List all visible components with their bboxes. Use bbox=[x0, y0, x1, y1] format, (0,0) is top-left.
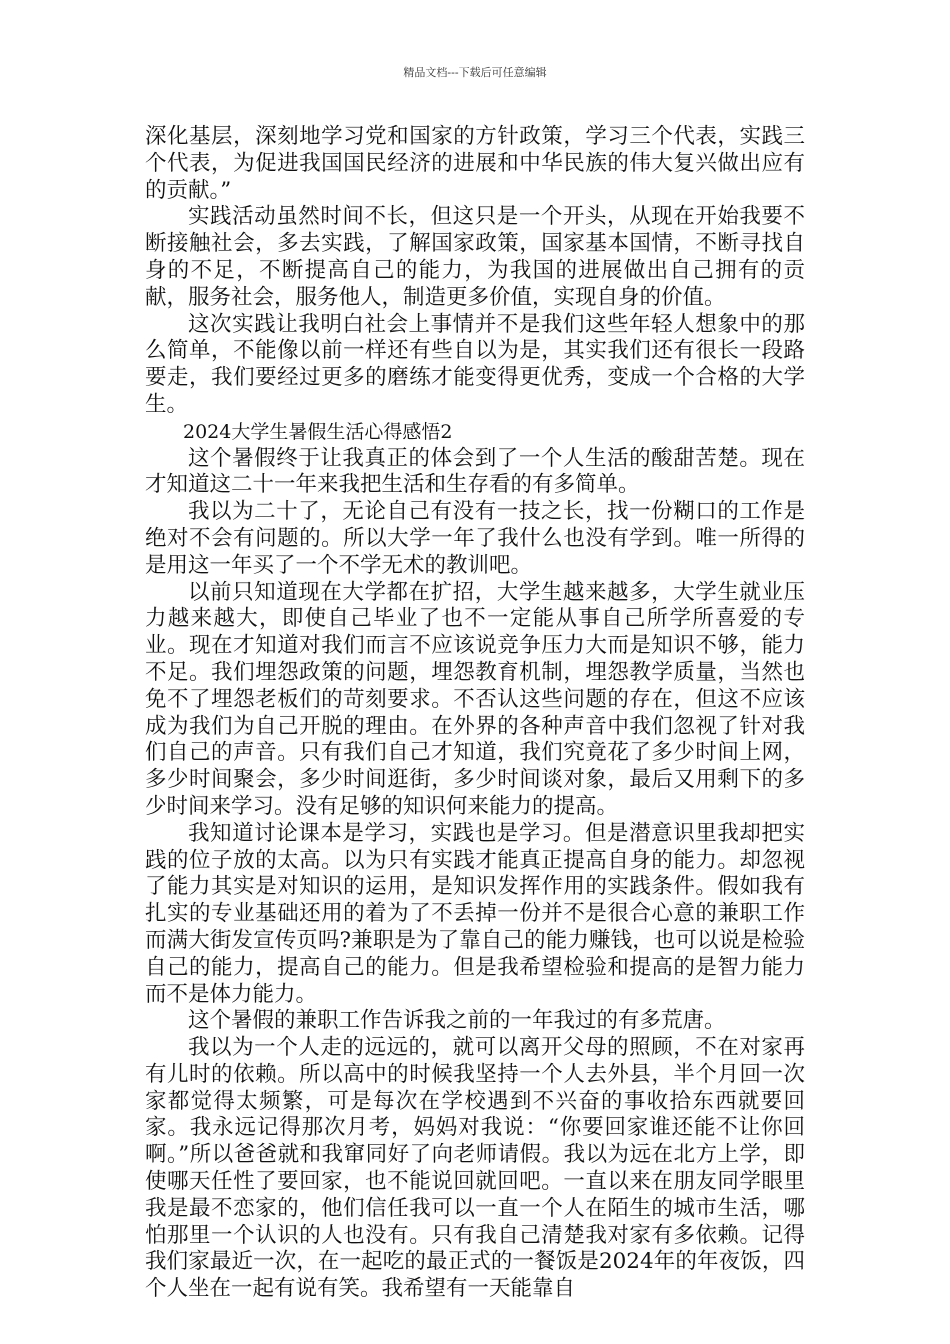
paragraph: 深化基层，深刻地学习党和国家的方针政策，学习三个代表，实践三个代表，为促进我国国民经济的进展和中华民族的伟大复兴做出应有的贡献。” bbox=[145, 124, 805, 203]
paragraph: 我知道讨论课本是学习，实践也是学习。但是潜意识里我却把实践的位子放的太高。以为只有实践才能真正提高自身的能力。却忽视了能力其实是对知识的运用，是知识发挥作用的实践条件。假如我有扎实的专业基础还用的着为了不丢掉一份并不是很合心意的兼职工作而满大街发宣传页吗?兼职是为了靠自己的能力赚钱，也可以说是检验自己的能力，提高自己的能力。但是我希望检验和提高的是智力能力而不是体力能力。 bbox=[145, 820, 805, 1007]
section-title: 2024大学生暑假生活心得感悟2 bbox=[183, 420, 453, 443]
paragraph: 这个暑假终于让我真正的体会到了一个人生活的酸甜苦楚。现在才知道这二十一年来我把生活和生存看的有多简单。 bbox=[145, 445, 805, 498]
paragraph: 我以为二十了，无论自己有没有一技之长，找一份糊口的工作是绝对不会有问题的。所以大学一年了我什么也没有学到。唯一所得的是用这一年买了一个不学无术的教训吧。 bbox=[145, 499, 805, 578]
document-body bbox=[145, 124, 805, 1303]
paragraph: 这个暑假的兼职工作告诉我之前的一年我过的有多荒唐。 bbox=[188, 1008, 726, 1034]
paragraph: 以前只知道现在大学都在扩招，大学生越来越多，大学生就业压力越来越大，即使自己毕业了也不一定能从事自己所学所喜爱的专业。现在才知道对我们而言不应该说竞争压力大而是知识不够，能力不足。我们埋怨政策的问题，埋怨教育机制，埋怨教学质量，当然也免不了埋怨老板们的苛刻要求。不否认这些问题的存在，但这不应该成为我们为自己开脱的理由。在外界的各种声音中我们忽视了针对我们自己的声音。只有我们自己才知道，我们究竟花了多少时间上网，多少时间聚会，多少时间逛街，多少时间谈对象，最后又用剩下的多少时间来学习。没有足够的知识何来能力的提高。 bbox=[145, 579, 805, 819]
paragraph: 实践活动虽然时间不长，但这只是一个开头，从现在开始我要不断接触社会，多去实践，了解国家政策，国家基本国情，不断寻找自身的不足，不断提高自己的能力，为我国的进展做出自己拥有的贡献，服务社会，服务他人，制造更多价值，实现自身的价值。 bbox=[145, 204, 805, 310]
page-header: 精品文档---下载后可任意编辑 bbox=[403, 66, 547, 79]
paragraph: 我以为一个人走的远远的，就可以离开父母的照顾，不在对家再有儿时的依赖。所以高中的时候我坚持一个人去外县，半个月回一次家都觉得太频繁，可是每次在学校遇到不兴奋的事收拾东西就要回家。我永远记得那次月考，妈妈对我说：“你要回家谁还能不让你回啊。”所以爸爸就和我窜同好了向老师请假。我以为远在北方上学，即使哪天任性了要回家，也不能说回就回吧。一直以来在朋友同学眼里我是最不恋家的，他们信任我可以一直一个人在陌生的城市生活，哪怕那里一个认识的人也没有。只有我自己清楚我对家有多依赖。记得我们家最近一次，在一起吃的最正式的一餐饭是2024年的年夜饭，四个人坐在一起有说有笑。我希望有一天能靠自 bbox=[145, 1035, 805, 1302]
paragraph: 这次实践让我明白社会上事情并不是我们这些年轻人想象中的那么简单，不能像以前一样还有些自以为是，其实我们还有很长一段路要走，我们要经过更多的磨练才能变得更优秀，变成一个合格的大学生。 bbox=[145, 311, 805, 417]
